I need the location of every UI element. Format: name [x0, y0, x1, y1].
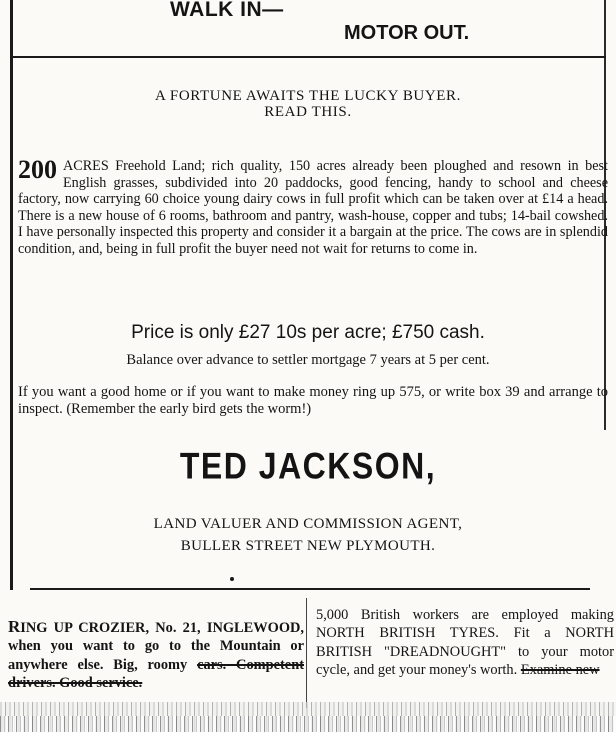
header-walk-in: WALK IN—: [170, 0, 284, 21]
headline-read-this: READ THIS.: [264, 104, 352, 120]
call-to-action: If you want a good home or if you want to make money ring up 575, or write box 39 and arrange to inspect. (Remember the early bird gets the worm!): [18, 384, 608, 417]
balance-line: Balance over advance to settler mortgage 7 years at 5 per cent.: [126, 352, 490, 368]
listing-big-number: 200: [18, 155, 57, 184]
tyres-text: 5,000 British workers are employed making NORTH BRITISH TYRES. Fit a NORTH BRITISH "DREADNOUGHT" to your motor cycle, and get your money's worth.: [316, 607, 614, 679]
crozier-ad: [8, 618, 304, 693]
agent-name: TED JACKSON,: [179, 445, 437, 487]
price-line: Price is only £27 10s per acre; £750 cash.: [131, 322, 485, 343]
bottom-divider: [30, 588, 590, 590]
listing-body: ACRES Freehold Land; rich quality, 150 acres already been ploughed and resown in best English grasses, subdivided into 20 paddocks, good fencing, handy to school and cheese factory, now carrying 60 choice young dairy cows in full profit which can be taken over at £14 a head. There is a new house of 6 rooms, bathroom and pantry, wash-house, copper and tubs; 14-bail cowshed. I have personally inspected this property and consider it a bargain at the price. The cows are in splendid condition, and, being in full profit the buyer need not wait for returns to come in.: [18, 158, 608, 257]
crozier-struck-text: cars. Competent drivers. Good service.: [8, 656, 304, 692]
agent-address: BULLER STREET NEW PLYMOUTH.: [180, 538, 436, 554]
crozier-lead-letter: R: [8, 617, 21, 636]
headline-fortune: A FORTUNE AWAITS THE LUCKY BUYER.: [154, 88, 462, 104]
agent-title: LAND VALUER AND COMMISSION AGENT,: [153, 516, 463, 532]
column-divider: [306, 598, 307, 708]
tyres-struck-text: Examine new: [520, 662, 600, 679]
separator-dot: [230, 577, 234, 581]
crozier-text: ING UP CROZIER, No. 21, INGLEWOOD, when you want to go to the Mountain or anywhere else. Big, roomy: [8, 620, 304, 673]
top-divider: [10, 56, 606, 58]
header-motor-out: MOTOR OUT.: [344, 22, 470, 44]
tyres-ad: [316, 606, 614, 680]
listing-description: [18, 155, 608, 258]
scan-noise-band-lower: [0, 716, 616, 732]
